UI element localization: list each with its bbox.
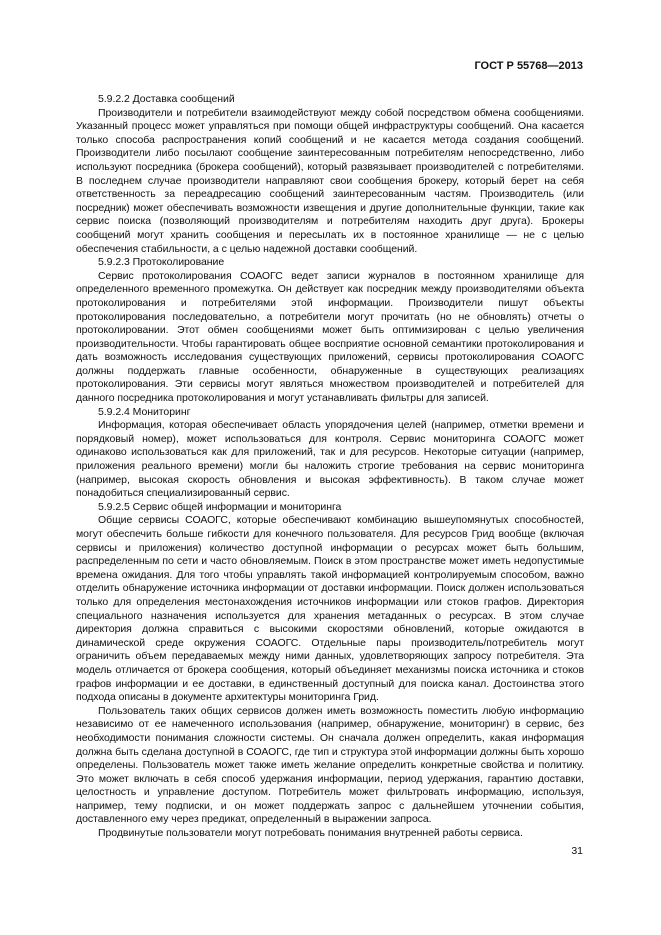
document-body: [76, 93, 584, 841]
page-number: 31: [571, 845, 583, 857]
paragraph: Сервис протоколирования СОАОГС ведет записи журналов в постоянном хранилище для определенного временного промежутка. Он действует как посредник между производителями объекта протоколирования и потребителями этой информации. Производители пишут объекты протоколирования последовательно, а потребители могут прочитать (но не обновлять) отчеты о протоколировании. Этот обмен сообщениями может быть оптимизирован с целью увеличения производительности. Чтобы гарантировать общее восприятие основной семантики протоколирования и дать возможность исследования существующих приложений, сервисы протоколирования СОАОГС должны поддержать главные особенности, обнаруженные в существующих реализациях протоколирования. Эти сервисы могут являться множеством производителей и потребителей для данного посредника протоколирования и могут устанавливать фильтры для записей.: [76, 269, 584, 405]
section-heading-monitoring: 5.9.2.4 Мониторинг: [98, 405, 191, 418]
paragraph: Информация, которая обеспечивает область упорядочения целей (например, отметки времени и порядковый номер), может использоваться для контроля. Сервис мониторинга СОАОГС может одинаково использоваться как для приложений, так и для ресурсов. Некоторые ситуации (например, приложения реального времени) могли бы наложить строгие требования на сервис мониторинга (например, высокая скорость обновления и высокая эффективность). В таком случае может понадобиться специализированный сервис.: [76, 419, 584, 500]
paragraph: Общие сервисы СОАОГС, которые обеспечивают комбинацию вышеупомянутых способностей, могут обеспечить больше гибкости для конечного пользователя. Для ресурсов Грид вообще (включая сервисы и приложения) количество доступной информации о ресурсах может быть большим, распределенным по сети и часто обновляемым. Поиск в этом пространстве может иметь недопустимые времена ожидания. Для того чтобы управлять такой информацией контролируемым способом, важно отделить обнаружение источника информации от доставки информации. Поиск должен использоваться только для определения местонахождения источников информации или стоков графов. Директория специального назначения используется для хранения метаданных о ресурсах. В этом случае директория должна справиться с высокими скоростями обновлений, которые ожидаются в динамической среде окружения СОАОГС. Отдельные пары производитель/потребитель могут ограничить объем передаваемых между ними данных, удовлетворяющих запросу потребителя. Эта модель отличается от брокера сообщения, который объединяет механизмы поиска источника и стоков графов информации и ее доставки, в единственный доступный для поиска канал. Достоинства этого подхода описаны в документе архитектуры мониторинга Грид.: [76, 514, 584, 704]
paragraph: Продвинутые пользователи могут потребовать понимания внутренней работы сервиса.: [98, 827, 523, 840]
paragraph: Пользователь таких общих сервисов должен иметь возможность поместить любую информацию независимо от ее намеченного использования (например, обнаружение, мониторинг) в сервис, без необходимости понимания сложности системы. Он сначала должен определить, какая информация должна быть сделана доступной в СОАОГС, где тип и структура этой информации должны быть хорошо определены. Пользователь может также иметь желание определить конкретные свойства и политику. Это может включать в себя способ удержания информации, период удержания, гарантию доставки, целостность и управление доступом. Потребитель может фильтровать информацию, используя, например, тему подписки, и он может поддержать запрос с дальнейшем уточнении события, доставленного ему через предикат, определенный в выражении запроса.: [76, 704, 584, 826]
section-heading-delivery: 5.9.2.2 Доставка сообщений: [98, 93, 235, 105]
section-heading-logging: 5.9.2.3 Протоколирование: [98, 256, 225, 269]
document-header: ГОСТ Р 55768—2013: [474, 60, 583, 72]
paragraph: Производители и потребители взаимодействуют между собой посредством обмена сообщениями. Указанный процесс может управляться при помощи общей инфраструктуры сообщений. Она касается только способа распространения копий сообщений и не касается метода создания сообщений. Производители либо посылают сообщение заинтересованным потребителям непосредственно, либо используют посредника (брокера сообщений), который развязывает производителей с потребителями. В последнем случае производители направляют свои сообщения брокеру, который берет на себя ответственность за переадресацию сообщений заинтересованным частям. Производитель (или посредник) может обеспечивать возможности извещения и другие дополнительные функции, такие как сервис поиска (позволяющий производителям и потребителям находить друг друга). Брокеры сообщений могут хранить сообщения и пересылать их в постоянное хранилище — не с целью обеспечения стабильности, а с целью надежной доставки сообщений.: [76, 106, 584, 255]
section-heading-info-monitoring-service: 5.9.2.5 Сервис общей информации и мониторинга: [98, 500, 342, 513]
